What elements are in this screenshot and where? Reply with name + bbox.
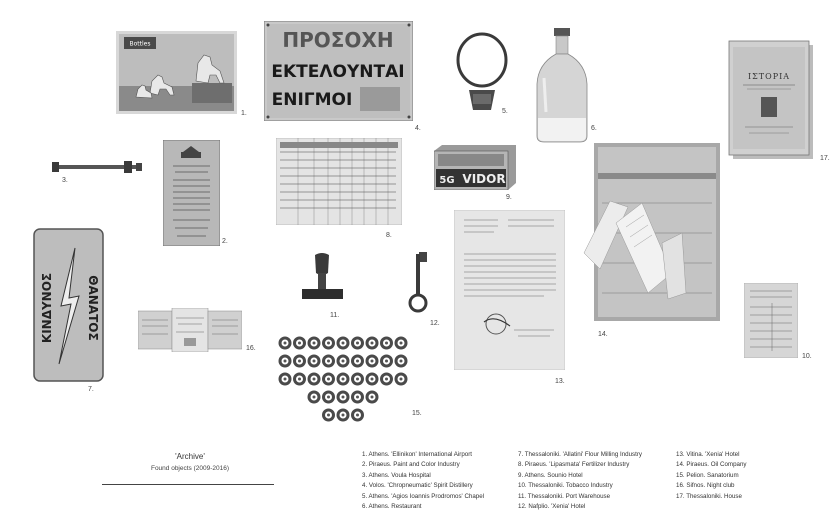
receipt-book-image: [582, 143, 722, 321]
archive-subtitle: Found objects (2009-2016): [150, 465, 230, 472]
caption-item: 3. Athens. Voula Hospital: [362, 471, 431, 479]
label-13: 13.: [555, 378, 565, 385]
label-1: 1.: [241, 110, 247, 117]
label-6: 6.: [591, 125, 597, 132]
label-2: 2.: [222, 238, 228, 245]
label-10: 10.: [802, 353, 812, 360]
color-plate-image: [163, 140, 220, 246]
key-image: [405, 250, 431, 314]
divider: [102, 484, 274, 485]
caption-column-1: [362, 450, 484, 512]
caption-item: 17. Thessaloniki. House: [676, 492, 742, 500]
box-brand: VIDOR: [462, 172, 506, 186]
caption-column-3: [676, 450, 747, 502]
bolt-image: [50, 159, 145, 175]
caption-item: 13. Vitina. 'Xenia' Hotel: [676, 451, 740, 458]
caption-item: 14. Piraeus. Oil Company: [676, 461, 747, 469]
caption-item: 7. Thessaloniki. 'Allatini' Flour Milling Industry: [518, 451, 642, 458]
caption-item: 1. Athens. 'Ellinikon' International Airport: [362, 451, 473, 458]
vidor-box-image: [434, 145, 516, 190]
label-8: 8.: [386, 232, 392, 239]
danger-left-text: ΚΙΝΔΥΝΟΣ: [40, 272, 54, 344]
rubber-stamp-image: [300, 253, 345, 303]
label-14: 14.: [598, 331, 608, 338]
sign4-line3: ΕΝΙΓΜΟΙ: [271, 90, 353, 110]
caption-item: 9. Athens. Sounio Hotel: [518, 471, 583, 479]
book-title: ΙΣΤΟΡΙΑ: [747, 72, 791, 81]
hanging-holder-image: [455, 32, 510, 117]
label-7: 7.: [88, 386, 94, 393]
caption-item: 12. Nafplio. 'Xenia' Hotel: [518, 503, 586, 511]
caption-item: 2. Piraeus. Paint and Color Industry: [362, 461, 460, 469]
caption-item: 8. Piraeus. 'Lipasmata' Fertilizer Industry: [518, 461, 630, 469]
bottle-image: [534, 28, 590, 144]
caption-item: 16. Sifnos. Night club: [676, 482, 735, 490]
sign4-line2: ΕΚΤΕΛΟΥΝΤΑΙ: [271, 62, 405, 82]
sign4-line1: ΠΡΟΣΟΧΗ: [282, 28, 394, 52]
caption-item: 10. Thessaloniki. Tobacco Industry: [518, 482, 613, 490]
box-size: 5G: [439, 175, 455, 186]
postcard-brand: Bottles: [129, 40, 151, 48]
label-15: 15.: [412, 410, 422, 417]
caption-item: 4. Volos. 'Chropneumatic' Spirit Distillery: [362, 482, 473, 490]
label-3: 3.: [62, 177, 68, 184]
caption-item: 11. Thessaloniki. Port Warehouse: [518, 492, 611, 500]
metal-grille-image: [277, 335, 410, 428]
caption-item: 5. Athens. 'Agios Ioannis Prodromos' Chapel: [362, 492, 485, 500]
book-image: [727, 39, 815, 161]
label-16: 16.: [246, 345, 256, 352]
caption-item: 15. Pelion. Sanatorium: [676, 471, 739, 479]
caption-item: 6. Athens. Restaurant: [362, 503, 422, 511]
postcard-image: [116, 31, 237, 114]
tickets-image: [138, 308, 242, 352]
label-9: 9.: [506, 194, 512, 201]
label-5: 5.: [502, 108, 508, 115]
danger-right-text: ΘΑΝΑΤΟΣ: [86, 275, 100, 341]
ledger-sheet-image: [276, 138, 402, 225]
tobacco-card-image: [744, 283, 798, 358]
label-12: 12.: [430, 320, 440, 327]
archive-title: 'Archive': [175, 452, 205, 461]
warning-sign-image: [264, 21, 413, 121]
label-4: 4.: [415, 125, 421, 132]
label-11: 11.: [330, 312, 340, 319]
caption-column-2: [518, 450, 642, 512]
danger-sign-image: [33, 228, 104, 382]
label-17: 17.: [820, 155, 830, 162]
letter-document-image: [454, 210, 565, 370]
